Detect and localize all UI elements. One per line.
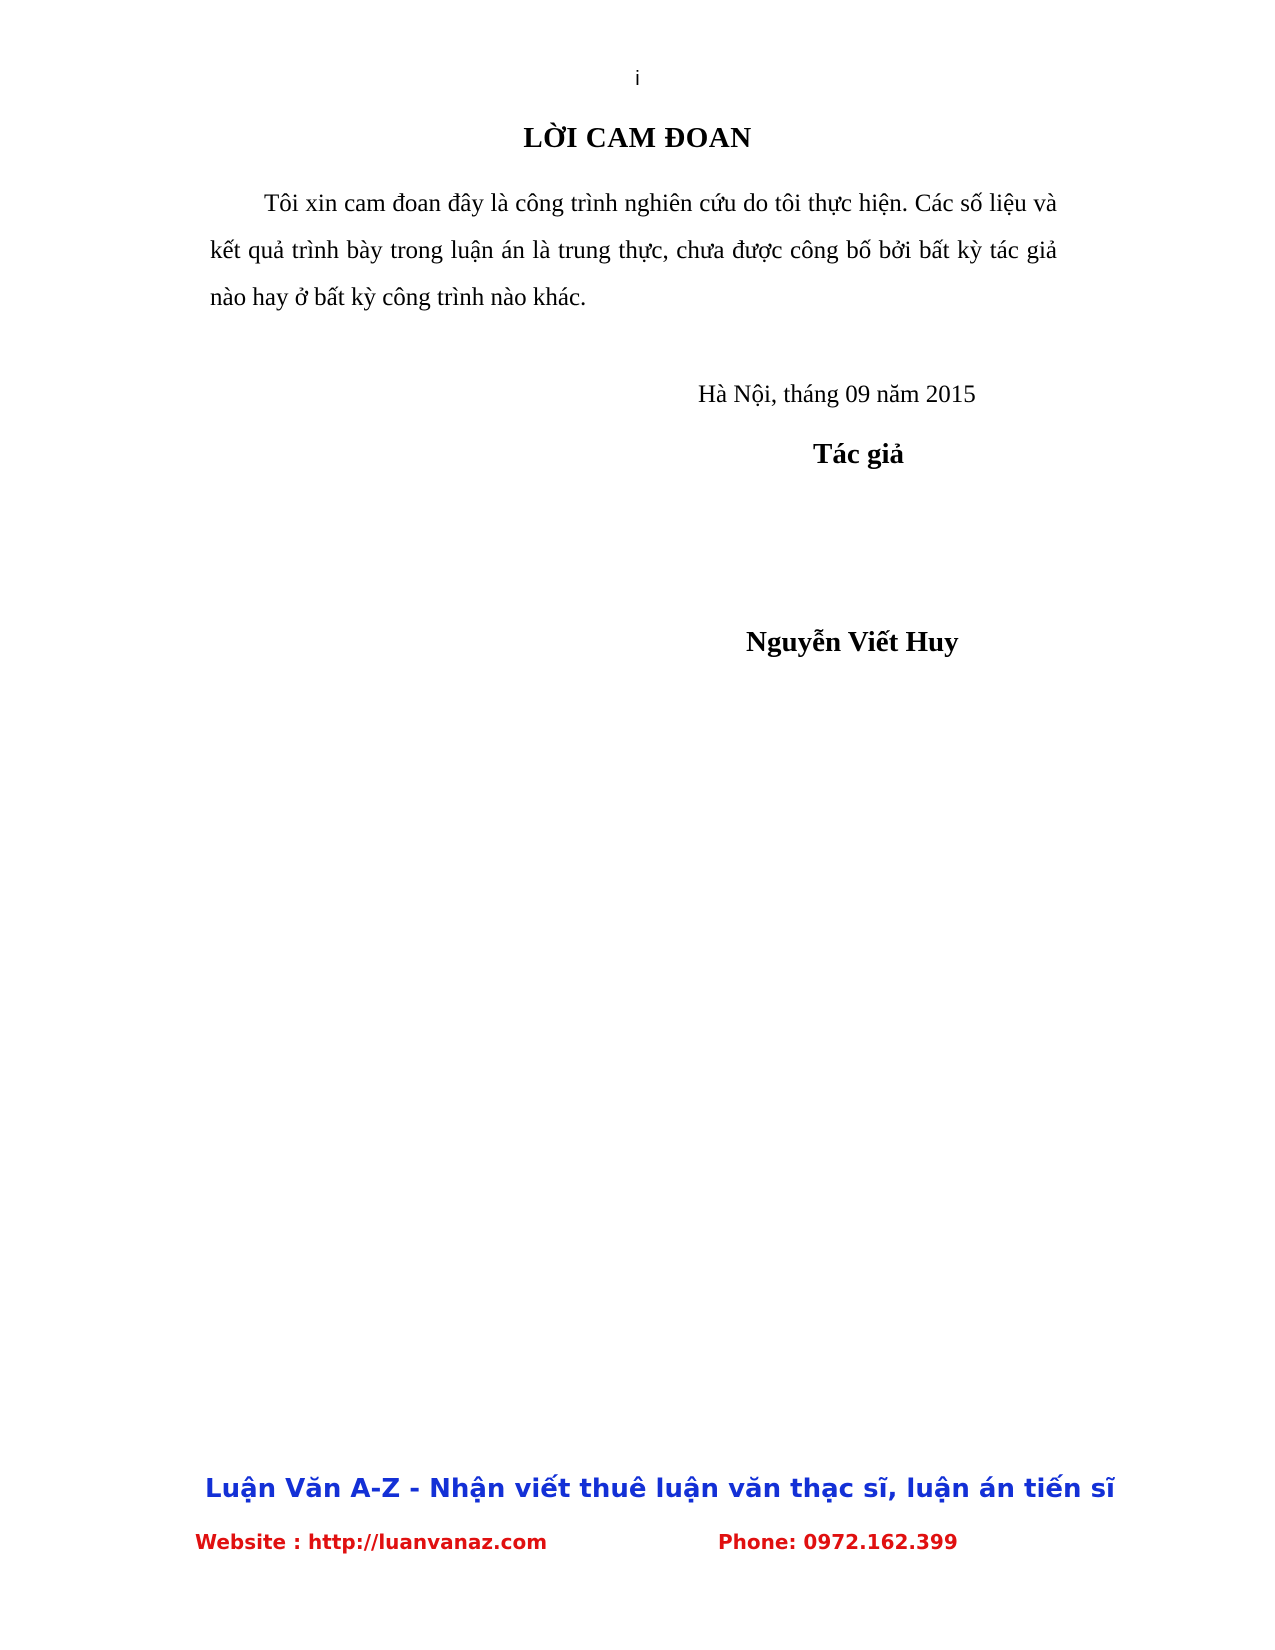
watermark-website: Website : http://luanvanaz.com <box>195 1530 548 1554</box>
watermark-phone: Phone: 0972.162.399 <box>718 1530 958 1554</box>
watermark-slogan: Luận Văn A-Z - Nhận viết thuê luận văn thạc sĩ, luận án tiến sĩ <box>205 1474 1115 1504</box>
declaration-paragraph: Tôi xin cam đoan đây là công trình nghiên cứu do tôi thực hiện. Các số liệu và kết quả trình bày trong luận án là trung thực, chưa được công bố bởi bất kỳ tác giả nào hay ở bất kỳ công trình nào khác. <box>210 190 1057 311</box>
page-number: i <box>635 68 640 90</box>
date-line: Hà Nội, tháng 09 năm 2015 <box>698 381 976 408</box>
author-name: Nguyễn Viết Huy <box>746 626 959 658</box>
author-label: Tác giả <box>813 438 905 470</box>
page-title: LỜI CAM ĐOAN <box>523 122 752 154</box>
